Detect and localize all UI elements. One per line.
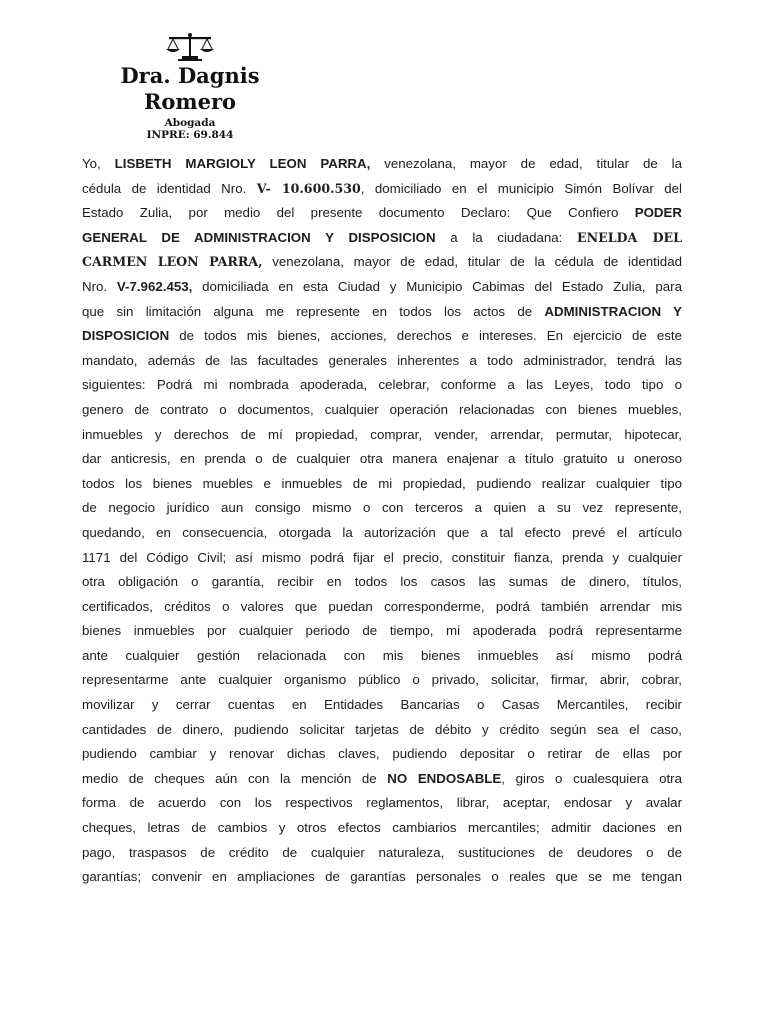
body-line	[82, 226, 682, 251]
body-text-segment: cheques, letras de cambios y otros efectos cambiarios mercantiles; admitir daciones en	[82, 820, 682, 836]
bold-text: DISPOSICION	[82, 328, 170, 344]
body-line	[82, 349, 682, 374]
body-line	[82, 791, 682, 816]
body-text-segment: de negocio jurídico aun consigo mismo o con terceros a quien a su vez represente,	[82, 500, 682, 516]
body-line	[82, 324, 682, 349]
body-text-segment: movilizar y cerrar cuentas en Entidades Bancarias o Casas Mercantiles, recibir	[82, 697, 682, 713]
body-line	[82, 718, 682, 743]
body-line	[82, 398, 682, 423]
body-line	[82, 841, 682, 866]
body-text-segment: siguientes: Podrá mi nombrada apoderada, celebrar, conforme a las Leyes, todo tipo o	[82, 377, 682, 393]
body-line	[82, 152, 682, 177]
body-text-segment: Nro.	[82, 278, 117, 294]
body-line	[82, 275, 682, 300]
bold-text: LISBETH MARGIOLY LEON PARRA,	[114, 156, 371, 171]
body-text-segment: pudiendo cambiar y renovar dichas claves, pudiendo depositar o retirar de ellas por	[82, 746, 682, 762]
body-text-segment: 1171 del Código Civil; así mismo podrá fijar el precio, constituir fianza, prenda y cualquier	[82, 549, 682, 565]
body-line	[82, 742, 682, 767]
bold-text: V- 10.600.530	[256, 180, 361, 196]
bold-text: PODER	[634, 205, 682, 221]
body-line	[82, 177, 682, 202]
body-line	[82, 472, 682, 497]
scales-of-justice-icon	[163, 32, 217, 62]
body-text-segment: genero de contrato o documentos, cualquier operación relacionadas con bienes muebles,	[82, 401, 682, 417]
body-line	[82, 423, 682, 448]
body-text-segment: Yo,	[82, 156, 115, 171]
body-text-segment: medio de cheques aún con la mención de	[82, 770, 388, 786]
lawyer-name-line2: Romero	[143, 89, 237, 114]
body-line	[82, 668, 682, 693]
body-text-segment: inmuebles y derechos de mí propiedad, comprar, vender, arrendar, permutar, hipotecar,	[82, 426, 682, 442]
body-text-segment: dar anticresis, en prenda o de cualquier otra manera enajenar a título gratuito u oneroso	[82, 451, 682, 467]
letterhead	[100, 32, 280, 141]
body-text-segment: venezolana, mayor de edad, titular de la	[370, 156, 682, 171]
body-line	[82, 546, 682, 571]
body-line	[82, 816, 682, 841]
body-line	[82, 300, 682, 325]
body-text-segment: de todos mis bienes, acciones, derechos e intereses. En ejercicio de este	[169, 328, 682, 344]
body-text-segment: Estado Zulia, por medio del presente documento Declaro: Que Confiero	[82, 205, 635, 221]
body-text-segment: pago, traspasos de crédito de cualquier naturaleza, sustituciones de deudores o de	[82, 844, 682, 860]
body-text-segment: venezolana, mayor de edad, titular de la cédula de identidad	[262, 254, 682, 270]
body-text-segment: otra obligación o garantía, recibir en todos los casos las sumas de dinero, títulos,	[82, 574, 682, 590]
body-line	[82, 447, 682, 472]
body-text-segment: cantidades de dinero, pudiendo solicitar tarjetas de débito y crédito según sea el caso,	[82, 721, 682, 737]
body-text-segment: garantías; convenir en ampliaciones de garantías personales o reales que se me tengan	[82, 869, 682, 885]
body-text-segment: a la ciudadana:	[435, 229, 578, 245]
body-text-segment: domiciliada en esta Ciudad y Municipio Cabimas del Estado Zulia, para	[192, 278, 682, 294]
bold-text: CARMEN LEON PARRA,	[82, 254, 263, 270]
body-line	[82, 619, 682, 644]
inpre-number: INPRE: 69.844	[146, 129, 234, 141]
body-line	[82, 496, 682, 521]
body-text-segment: todos los bienes muebles e inmuebles de mi propiedad, pudiendo realizar cualquier tipo	[82, 475, 682, 491]
body-line	[82, 865, 682, 890]
body-text-segment: cédula de identidad Nro.	[82, 180, 257, 196]
body-text-segment: , domiciliado en el municipio Simón Bolívar del	[360, 180, 682, 196]
body-line	[82, 693, 682, 718]
body-line	[82, 521, 682, 546]
bold-text: ENELDA DEL	[577, 229, 683, 245]
body-line	[82, 767, 682, 792]
body-line	[82, 644, 682, 669]
body-line	[82, 595, 682, 620]
body-text-segment: quedando, en consecuencia, otorgada la autorización que a tal efecto prevé el artículo	[82, 524, 682, 540]
body-line	[82, 373, 682, 398]
document-body	[82, 152, 682, 890]
body-text-segment: que sin limitación alguna me represente en todos los actos de	[82, 303, 545, 319]
body-line	[82, 570, 682, 595]
lawyer-title: Abogada	[164, 117, 216, 129]
body-text-segment: bienes inmuebles por cualquier periodo de tiempo, mi apoderada podrá representarme	[82, 623, 682, 639]
lawyer-name-line1: Dra. Dagnis	[120, 63, 260, 88]
body-line	[82, 201, 682, 226]
body-text-segment: , giros o cualesquiera otra	[501, 770, 682, 786]
body-text-segment: forma de acuerdo con los respectivos reglamentos, librar, aceptar, endosar y avalar	[82, 795, 682, 811]
bold-text: GENERAL DE ADMINISTRACION Y DISPOSICION	[82, 229, 436, 245]
bold-text: ADMINISTRACION Y	[544, 303, 682, 319]
body-line	[82, 250, 682, 275]
body-text-segment: representarme ante cualquier organismo público o privado, solicitar, firmar, abrir, cobrar,	[82, 672, 682, 688]
body-text-segment: certificados, créditos o valores que puedan corresponderme, podrá también arrendar mis	[82, 598, 682, 614]
body-text-segment: ante cualquier gestión relacionada con mis bienes inmuebles así mismo podrá	[82, 647, 682, 663]
body-text-segment: mandato, además de las facultades generales inherentes a todo administrador, tendrá las	[82, 352, 682, 368]
bold-text: NO ENDOSABLE	[387, 770, 502, 786]
bold-text: V-7.962.453,	[116, 278, 193, 294]
